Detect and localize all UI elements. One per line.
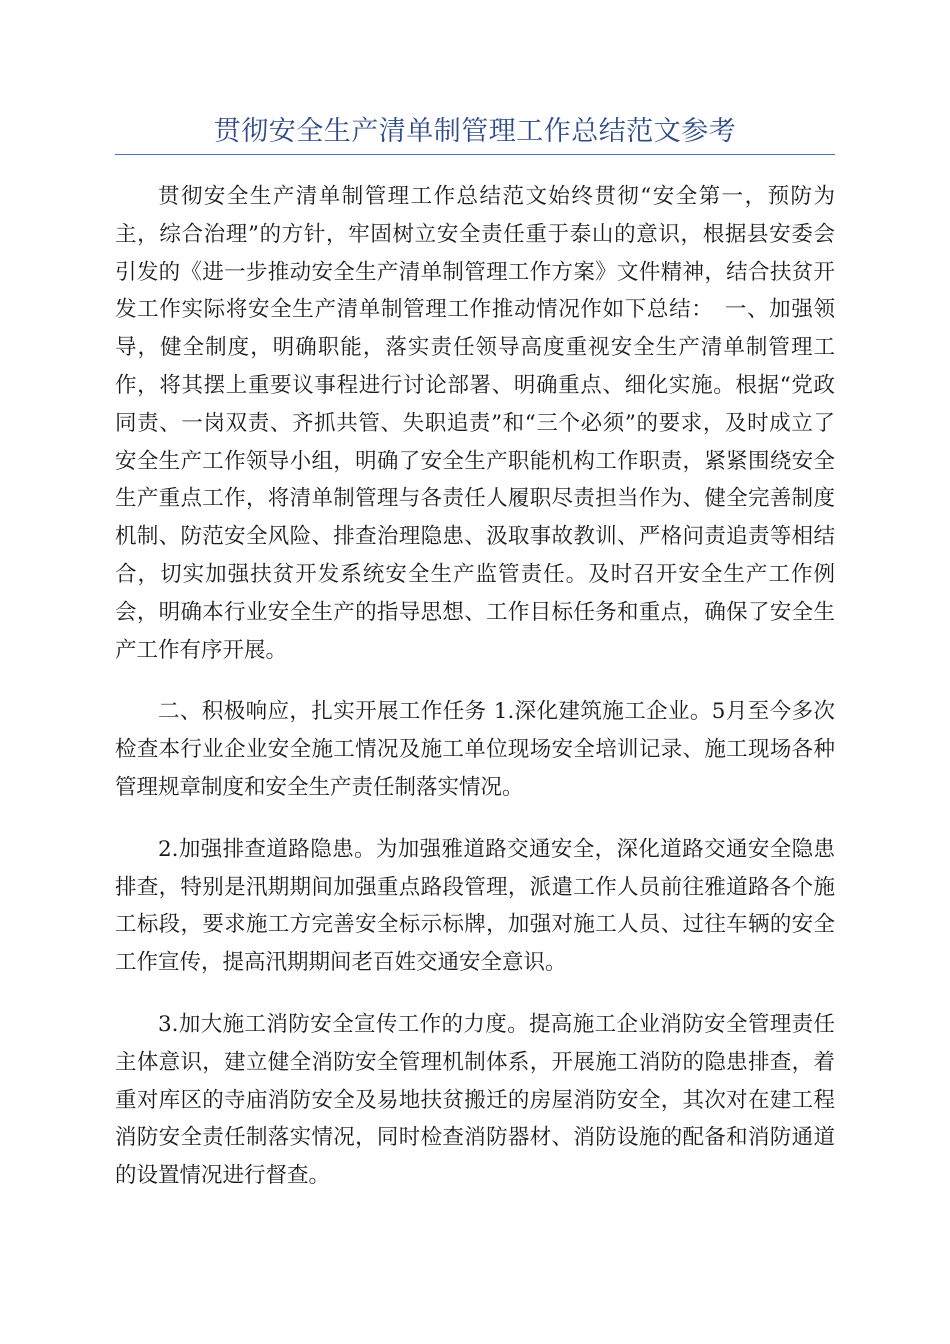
document-title: 贯彻安全生产清单制管理工作总结范文参考 <box>213 116 737 147</box>
paragraph-2: 二、积极响应，扎实开展工作任务 1.深化建筑施工企业。5月至今多次检查本行业企业安全施工情况及施工单位现场安全培训记录、施工现场各种管理规章制度和安全生产责任制落实情况。 <box>115 699 835 800</box>
paragraph-1: 贯彻安全生产清单制管理工作总结范文始终贯彻“安全第一，预防为主，综合治理”的方针，牢固树立安全责任重于泰山的意识，根据县安委会引发的《进一步推动安全生产清单制管理工作方案》文件精神，结合扶贫开发工作实际将安全生产清单制管理工作推动情况作如下总结： 一、加强领导，健全制度，明确职能，落实责任领导高度重视安全生产清单制管理工作，将其摆上重要议事程进行讨论部署、明确重点、细化实施。根据“党政同责、一岗双责、齐抓共管、失职追责”和“三个必须”的要求，及时成立了安全生产工作领导小组，明确了安全生产职能机构工作职责，紧紧围绕安全生产重点工作，将清单制管理与各责任人履职尽责担当作为、健全完善制度机制、防范安全风险、排查治理隐患、汲取事故教训、严格问责追责等相结合，切实加强扶贫开发系统安全生产监管责任。及时召开安全生产工作例会，明确本行业安全生产的指导思想、工作目标任务和重点，确保了安全生产工作有序开展。 <box>115 184 835 663</box>
paragraph-3: 2.加强排查道路隐患。为加强雅道路交通安全，深化道路交通安全隐患排查，特别是汛期期间加强重点路段管理，派遣工作人员前往雅道路各个施工标段，要求施工方完善安全标示标牌，加强对施工人员、过往车辆的安全工作宣传，提高汛期期间老百姓交通安全意识。 <box>115 836 835 976</box>
title-underline <box>115 154 835 155</box>
paragraph-4: 3.加大施工消防安全宣传工作的力度。提高施工企业消防安全管理责任主体意识，建立健全消防安全管理机制体系，开展施工消防的隐患排查，着重对库区的寺庙消防安全及易地扶贫搬迁的房屋消防安全，其次对在建工程消防安全责任制落实情况，同时检查消防器材、消防设施的配备和消防通道的设置情况进行督查。 <box>115 1011 835 1189</box>
document-body <box>115 178 835 1219</box>
